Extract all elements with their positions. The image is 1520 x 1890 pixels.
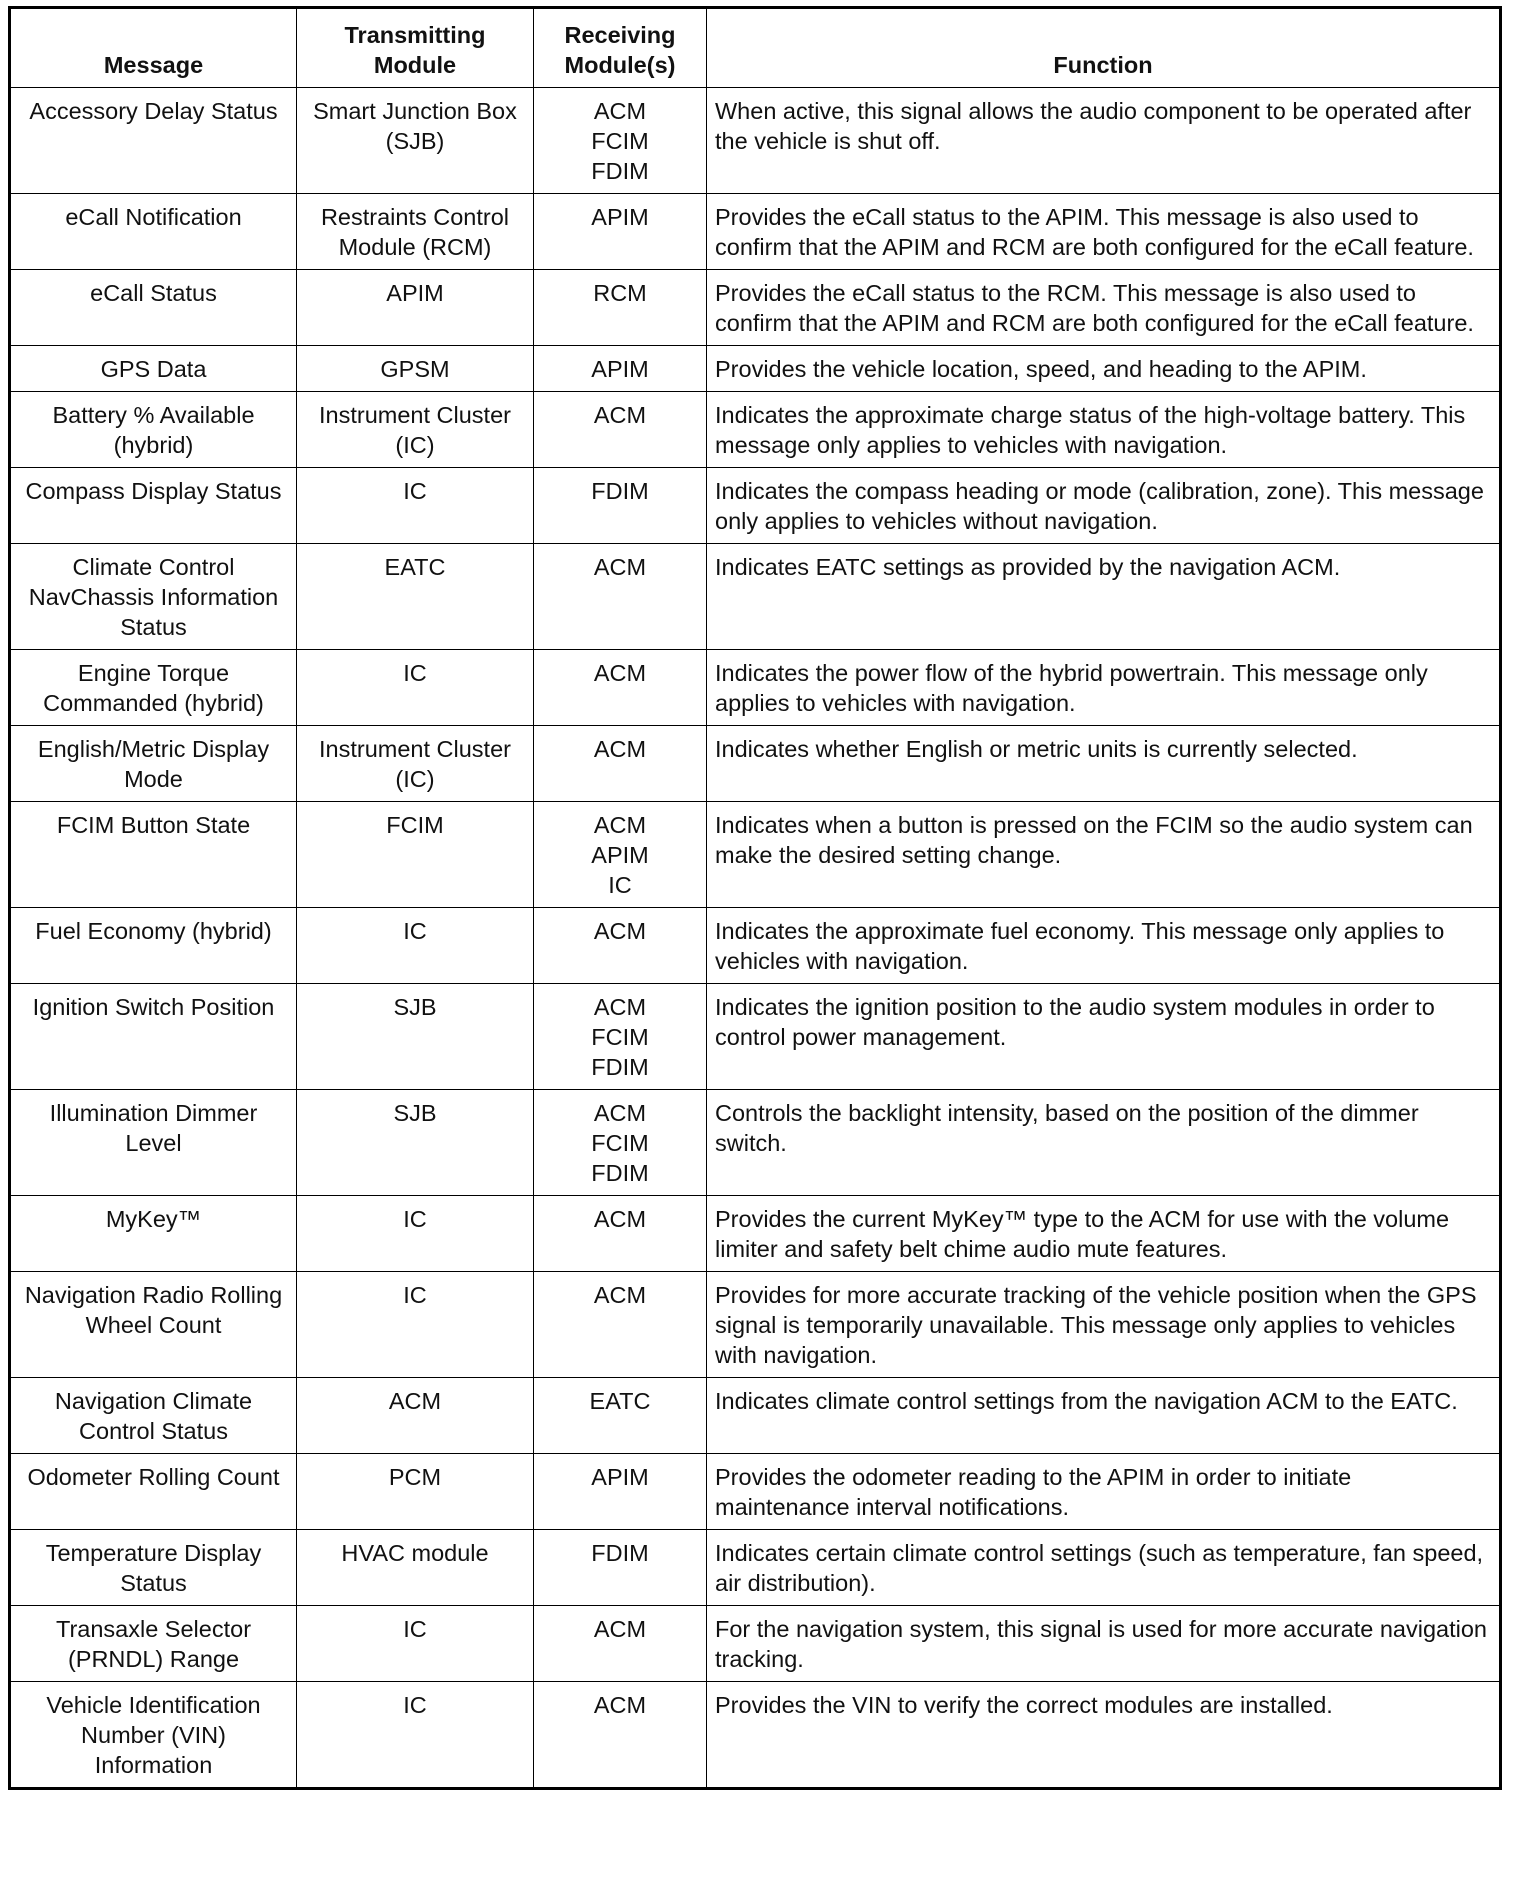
function-cell: Controls the backlight intensity, based on the position of the dimmer switch. (707, 1090, 1501, 1196)
receiving-module: FDIM (591, 158, 649, 184)
receiving-module: ACM (593, 812, 647, 838)
receiving-module: ACM (593, 994, 647, 1020)
transmitting-module-cell: IC (297, 908, 534, 984)
receiving-module: ACM (593, 1282, 647, 1308)
receiving-module: ACM (593, 1206, 647, 1232)
transmitting-module-cell: PCM (297, 1454, 534, 1530)
table-row (10, 1606, 1501, 1682)
message-cell: Battery % Available (hybrid) (10, 392, 297, 468)
transmitting-module-cell: GPSM (297, 346, 534, 392)
transmitting-module-cell: Instrument Cluster (IC) (297, 726, 534, 802)
receiving-modules-cell (534, 1682, 707, 1789)
receiving-modules-cell (534, 1530, 707, 1606)
function-cell: Indicates the compass heading or mode (calibration, zone). This message only applies to vehicles without navigation. (707, 468, 1501, 544)
message-cell: Navigation Radio Rolling Wheel Count (10, 1272, 297, 1378)
receiving-module: RCM (593, 280, 647, 306)
table-row (10, 194, 1501, 270)
receiving-modules-cell (534, 726, 707, 802)
receiving-module: ACM (593, 1100, 647, 1126)
function-cell: Provides the eCall status to the APIM. This message is also used to confirm that the APIM and RCM are both configured for the eCall feature. (707, 194, 1501, 270)
message-table-container (8, 6, 1502, 1790)
receiving-modules-cell (534, 1378, 707, 1454)
receiving-module: APIM (591, 842, 649, 868)
transmitting-module-cell: HVAC module (297, 1530, 534, 1606)
function-cell: Indicates the approximate fuel economy. This message only applies to vehicles with navigation. (707, 908, 1501, 984)
receiving-modules-cell (534, 1454, 707, 1530)
receiving-module: EATC (589, 1388, 651, 1414)
table-row (10, 1378, 1501, 1454)
message-cell: Accessory Delay Status (10, 88, 297, 194)
message-cell: Navigation Climate Control Status (10, 1378, 297, 1454)
transmitting-module-cell: Smart Junction Box (SJB) (297, 88, 534, 194)
header-receiving-modules: Receiving Module(s) (534, 8, 707, 88)
receiving-module: FDIM (591, 1054, 649, 1080)
table-row (10, 650, 1501, 726)
message-cell: Odometer Rolling Count (10, 1454, 297, 1530)
message-cell: Transaxle Selector (PRNDL) Range (10, 1606, 297, 1682)
transmitting-module-cell: IC (297, 1272, 534, 1378)
message-cell: Engine Torque Commanded (hybrid) (10, 650, 297, 726)
receiving-modules-cell (534, 88, 707, 194)
table-row (10, 346, 1501, 392)
receiving-module: ACM (593, 554, 647, 580)
function-cell: Indicates the power flow of the hybrid powertrain. This message only applies to vehicles with navigation. (707, 650, 1501, 726)
transmitting-module-cell: Restraints Control Module (RCM) (297, 194, 534, 270)
message-cell: MyKey™ (10, 1196, 297, 1272)
transmitting-module-cell: IC (297, 1196, 534, 1272)
transmitting-module-cell: ACM (297, 1378, 534, 1454)
function-cell: Indicates the approximate charge status of the high-voltage battery. This message only applies to vehicles with navigation. (707, 392, 1501, 468)
receiving-modules-cell (534, 1606, 707, 1682)
header-row (10, 8, 1501, 88)
message-cell: Compass Display Status (10, 468, 297, 544)
receiving-modules-cell (534, 1196, 707, 1272)
table-row (10, 1090, 1501, 1196)
message-cell: Fuel Economy (hybrid) (10, 908, 297, 984)
receiving-modules-cell (534, 194, 707, 270)
receiving-module: ACM (593, 736, 647, 762)
message-cell: Ignition Switch Position (10, 984, 297, 1090)
transmitting-module-cell: SJB (297, 984, 534, 1090)
function-cell: Indicates certain climate control settings (such as temperature, fan speed, air distribution). (707, 1530, 1501, 1606)
receiving-modules-cell (534, 392, 707, 468)
function-cell: For the navigation system, this signal is used for more accurate navigation tracking. (707, 1606, 1501, 1682)
transmitting-module-cell: IC (297, 1606, 534, 1682)
header-message: Message (10, 8, 297, 88)
receiving-modules-cell (534, 984, 707, 1090)
function-cell: Provides the odometer reading to the APIM in order to initiate maintenance interval notifications. (707, 1454, 1501, 1530)
function-cell: Indicates when a button is pressed on the FCIM so the audio system can make the desired setting change. (707, 802, 1501, 908)
message-cell: Illumination Dimmer Level (10, 1090, 297, 1196)
receiving-module: FDIM (591, 1540, 649, 1566)
function-cell: Provides the current MyKey™ type to the ACM for use with the volume limiter and safety belt chime audio mute features. (707, 1196, 1501, 1272)
message-cell: Vehicle Identification Number (VIN) Information (10, 1682, 297, 1789)
receiving-modules-cell (534, 650, 707, 726)
table-row (10, 1196, 1501, 1272)
receiving-modules-cell (534, 468, 707, 544)
receiving-module: ACM (593, 660, 647, 686)
table-row (10, 1454, 1501, 1530)
table-row (10, 1682, 1501, 1789)
receiving-modules-cell (534, 544, 707, 650)
message-cell: FCIM Button State (10, 802, 297, 908)
function-cell: Provides the vehicle location, speed, and heading to the APIM. (707, 346, 1501, 392)
receiving-module: IC (608, 872, 632, 898)
receiving-module: ACM (593, 918, 647, 944)
transmitting-module-cell: IC (297, 650, 534, 726)
message-cell: English/Metric Display Mode (10, 726, 297, 802)
table-row (10, 984, 1501, 1090)
receiving-modules-cell (534, 346, 707, 392)
table-row (10, 1272, 1501, 1378)
receiving-module: FDIM (591, 1160, 649, 1186)
function-cell: When active, this signal allows the audio component to be operated after the vehicle is shut off. (707, 88, 1501, 194)
receiving-module: APIM (591, 204, 649, 230)
table-row (10, 544, 1501, 650)
receiving-module: ACM (593, 1616, 647, 1642)
transmitting-module-cell: SJB (297, 1090, 534, 1196)
transmitting-module-cell: IC (297, 1682, 534, 1789)
transmitting-module-cell: EATC (297, 544, 534, 650)
receiving-module: FDIM (591, 478, 649, 504)
transmitting-module-cell: FCIM (297, 802, 534, 908)
header-transmitting-module: Transmitting Module (297, 8, 534, 88)
table-row (10, 88, 1501, 194)
receiving-modules-cell (534, 1090, 707, 1196)
table-row (10, 468, 1501, 544)
receiving-modules-cell (534, 1272, 707, 1378)
table-row (10, 908, 1501, 984)
function-cell: Indicates climate control settings from the navigation ACM to the EATC. (707, 1378, 1501, 1454)
message-cell: eCall Status (10, 270, 297, 346)
table-row (10, 392, 1501, 468)
receiving-module: FCIM (591, 1024, 649, 1050)
function-cell: Indicates whether English or metric units is currently selected. (707, 726, 1501, 802)
table-body (10, 88, 1501, 1789)
function-cell: Provides the eCall status to the RCM. This message is also used to confirm that the APIM and RCM are both configured for the eCall feature. (707, 270, 1501, 346)
message-cell: Climate Control NavChassis Information Status (10, 544, 297, 650)
function-cell: Indicates the ignition position to the audio system modules in order to control power management. (707, 984, 1501, 1090)
transmitting-module-cell: IC (297, 468, 534, 544)
receiving-module: ACM (593, 1692, 647, 1718)
transmitting-module-cell: Instrument Cluster (IC) (297, 392, 534, 468)
message-cell: Temperature Display Status (10, 1530, 297, 1606)
receiving-module: FCIM (591, 1130, 649, 1156)
function-cell: Provides for more accurate tracking of the vehicle position when the GPS signal is temporarily unavailable. This message only applies to vehicles with navigation. (707, 1272, 1501, 1378)
table-row (10, 270, 1501, 346)
function-cell: Provides the VIN to verify the correct modules are installed. (707, 1682, 1501, 1789)
receiving-module: FCIM (591, 128, 649, 154)
header-function: Function (707, 8, 1501, 88)
table-row (10, 802, 1501, 908)
function-cell: Indicates EATC settings as provided by the navigation ACM. (707, 544, 1501, 650)
table-row (10, 726, 1501, 802)
receiving-module: ACM (593, 402, 647, 428)
table-header (10, 8, 1501, 88)
receiving-module: ACM (593, 98, 647, 124)
transmitting-module-cell: APIM (297, 270, 534, 346)
message-cell: eCall Notification (10, 194, 297, 270)
table-row (10, 1530, 1501, 1606)
receiving-modules-cell (534, 270, 707, 346)
receiving-modules-cell (534, 908, 707, 984)
network-message-table (8, 6, 1502, 1790)
receiving-modules-cell (534, 802, 707, 908)
message-cell: GPS Data (10, 346, 297, 392)
receiving-module: APIM (591, 1464, 649, 1490)
receiving-module: APIM (591, 356, 649, 382)
